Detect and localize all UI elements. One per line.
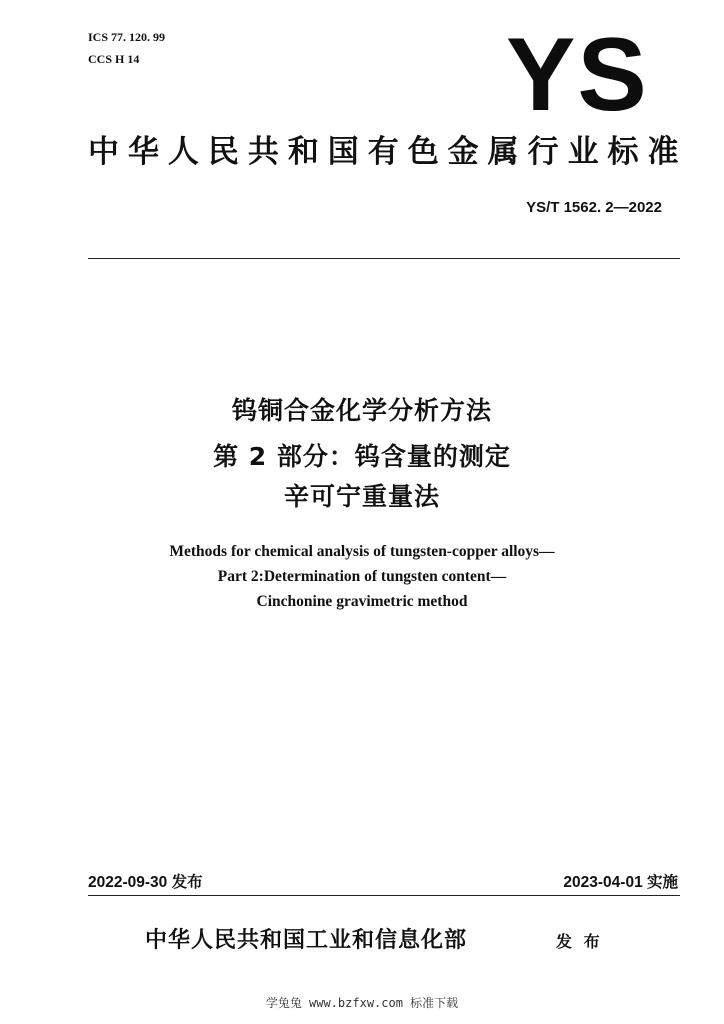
standard-code: YS/T 1562. 2—2022: [526, 199, 662, 216]
english-title-line-1: Methods for chemical analysis of tungsten-copper alloys—: [169, 543, 555, 560]
ccs-code: CCS H 14: [88, 52, 140, 66]
implementation-date: 2023-04-01 实施: [563, 874, 678, 891]
publisher-name: 中华人民共和国工业和信息化部: [145, 927, 468, 953]
english-title-line-2: Part 2:Determination of tungsten content—: [217, 568, 507, 585]
chinese-title-line-1: 钨铜合金化学分析方法: [231, 396, 492, 425]
watermark-link[interactable]: 学兔兔 www.bzfxw.com 标准下载: [265, 996, 459, 1010]
ys-logo: YS: [506, 17, 649, 133]
chinese-title-line-2: 第 2 部分：钨含量的测定: [213, 442, 511, 471]
industry-standard-title: 中华人民共和国有色金属行业标准: [88, 134, 680, 170]
chinese-title-line-3: 辛可宁重量法: [283, 482, 440, 511]
english-title-line-3: Cinchonine gravimetric method: [256, 593, 468, 610]
issue-date: 2022-09-30 发布: [88, 874, 203, 891]
publish-label: 发 布: [556, 932, 603, 951]
top-divider: [88, 258, 680, 259]
bottom-divider: [88, 895, 680, 896]
ics-code: ICS 77. 120. 99: [88, 30, 166, 44]
